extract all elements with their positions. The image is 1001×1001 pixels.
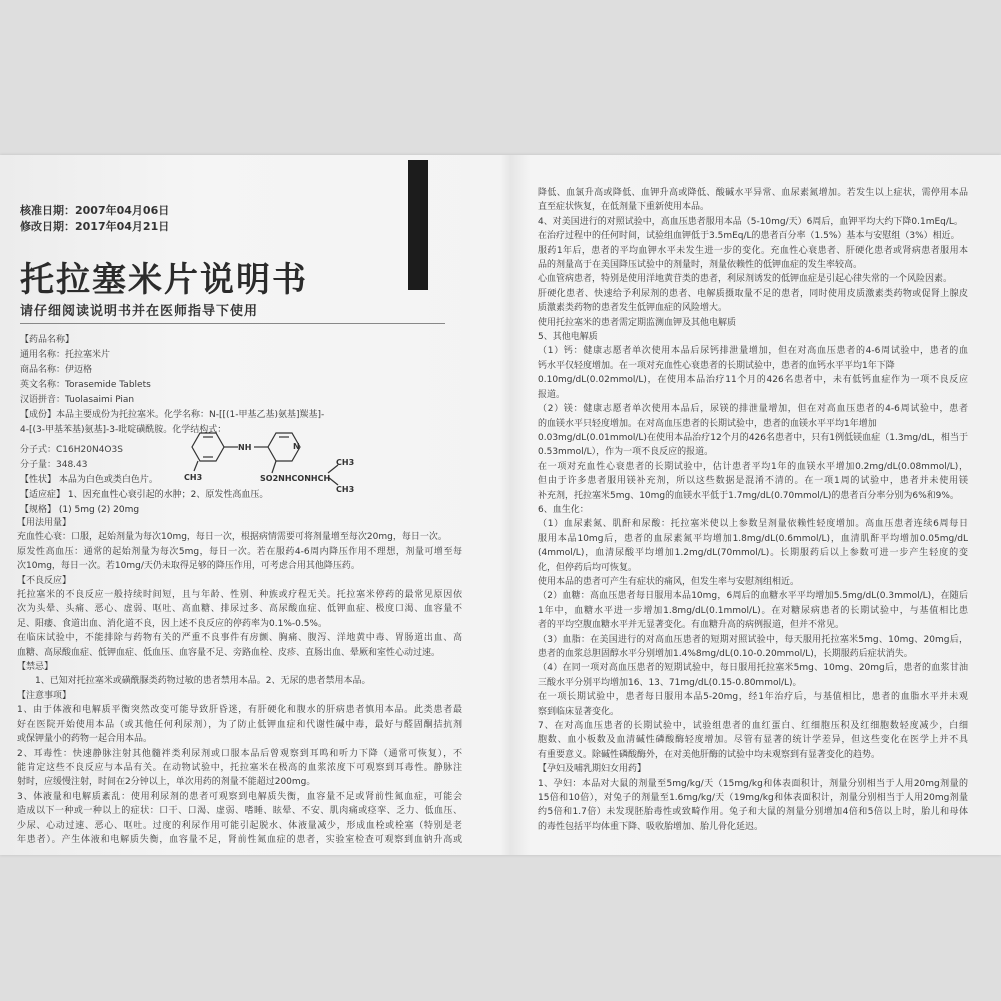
- text-line: 3、体液量和电解质紊乱：使用利尿剂的患者可观察到电解质失衡，血容量不足或肾前性氮血症，可能会: [17, 791, 462, 802]
- text-line: 使用托拉塞米的患者需定期监测血钾及其他电解质: [538, 317, 737, 328]
- text-line: 6、血生化：: [538, 504, 589, 515]
- text-line: 品的剂量高于在美国降压试验中的剂量时，剂量依赖性的低钾血症的发生率较高。: [538, 260, 863, 271]
- text-line: 使用本品的患者可产生有症状的痛风，但发生率与安慰剂组相近。: [538, 576, 800, 587]
- properties-section: [20, 473, 268, 518]
- text-line: 在一项对充血性心衰患者的长期试验中，估计患者平均1年的血镁水平增加0.2mg/dL(0.08mmol/L)，: [538, 461, 968, 472]
- text-line: 但由于许多患者服用镁补充剂，所以这些数据是混淆不清的。在一项1周的试验中，患者并未使用镁: [538, 476, 968, 487]
- document-title: 托拉塞米片说明书: [20, 260, 308, 300]
- info-line: 4-[(3-甲基苯基)氨基]-3-吡啶磺酰胺。化学结构式：: [20, 425, 227, 435]
- text-line: 7、在对高血压患者的长期试验中，试验组患者的血红蛋白、红细胞压积及红细胞数轻度减少，白细: [538, 721, 968, 732]
- info-line: 英文名称：Torasemide Tablets: [20, 380, 151, 390]
- text-line: 血糖、高尿酸血症、低钾血症、低血压、血容量不足、旁路血栓、皮疹、直肠出血、晕厥和室性心动过速。: [17, 647, 441, 658]
- text-line: 胞数、血小板数及血清碱性磷酸酶轻度增加。尽管有显著的统计学差异，但这些变化在医学上并不具: [538, 735, 968, 746]
- revision-date: 修改日期：2017年04月21日: [20, 220, 170, 233]
- ch3-label: CH3: [184, 473, 203, 482]
- text-line: 0.03mg/dL(0.01mmol/L)在使用本品治疗12个月的426名患者中，只有1例低镁血症（1.3mg/dL，相当于: [538, 432, 968, 443]
- section-heading: 【注意事项】: [17, 690, 72, 701]
- text-line: 钙水平仅轻度增加。在一项对充血性心衰患者的长期试验中，患者的血钙水平平均1年下降: [538, 360, 895, 371]
- section-heading: 【药品名称】: [20, 335, 75, 345]
- text-line: 在临床试验中，不能排除与药物有关的严重不良事件有房颤、胸痛、腹泻、洋地黄中毒、胃肠道出血、高: [17, 633, 462, 644]
- text-line: 患者的血浆总胆固醇水平分别增加1.4%8mg/dL(0.10-0.20mmol/L)，长期服药后症状消失。: [538, 649, 913, 659]
- dates-block: [20, 203, 169, 235]
- info-line: 通用名称：托拉塞米片: [20, 350, 111, 360]
- section-heading: 【用法用量】: [17, 518, 72, 528]
- text-line: 的血镁水平只轻度增加。在对高血压患者的长期试验中，患者的血镁水平平均1年增加: [538, 418, 877, 429]
- text-line: 有重要意义。除碱性磷酸酶外，在对美他肝酶的试验中均未观察到有显著变化的趋势。: [538, 749, 881, 760]
- drug-info-section: [20, 333, 440, 438]
- text-line: 报道。: [538, 389, 566, 400]
- left-column-text: [17, 516, 462, 847]
- approval-date: 核准日期：2007年04月06日: [20, 204, 170, 217]
- text-line: 在一项长期试验中，患者每日服用本品5-20mg，经1年治疗后，与基值相比，患者的血脂水平并未观: [538, 692, 968, 703]
- text-line: 充血性心衰：口服，起始剂量为每次10mg，每日一次，根据病情需要可将剂量增至每次20mg，每日一次。: [17, 532, 447, 543]
- section-heading: 【适应症】 1、因充血性心衰引起的水肿；2、原发性高血压。: [20, 490, 269, 500]
- text-line: 年患者）。产生体液和电解质失衡，血容量不足，肾前性氮血症的患者，实验室检查可观察到血钠升高或: [17, 834, 462, 845]
- section-heading: 【孕妇及哺乳期妇女用药】: [538, 764, 647, 775]
- text-line: 1年中，血糖水平进一步增加1.8mg/dL(0.1mmol/L)。在对糖尿病患者的长期试验中，与基值相比患: [538, 605, 968, 616]
- text-line: （2）镁：健康志愿者单次使用本品后，尿镁的排泄量增加，但在对高血压患者的4-6周试验中，患者: [538, 404, 968, 415]
- text-line: 的毒性包括平均体重下降、吸收胎增加、胎儿骨化延迟。: [538, 821, 764, 832]
- text-line: 直至症状恢复，在低剂量下重新使用本品。: [538, 202, 710, 213]
- text-line: 服用本品10mg后，患者的血尿素氮平均增加1.8mg/dL(0.6mmol/L)，血清肌酐平均增加0.05mg/dL: [538, 533, 968, 544]
- text-line: （2）血糖：高血压患者每日服用本品10mg，6周后的血糖水平平均增加5.5mg/dL(0.3mmol/L)，在随后: [538, 591, 968, 602]
- text-line: 1、已知对托拉塞米或磺酰脲类药物过敏的患者禁用本品。2、无尿的患者禁用本品。: [17, 676, 371, 687]
- right-column-text: [538, 186, 968, 834]
- text-line: 补充剂，托拉塞米5mg、10mg的血镁水平低于1.7mg/dL(0.70mmol/L)的患者百分率分别为6%和9%。: [538, 490, 959, 501]
- molecular-weight: 分子量：348.43: [20, 460, 88, 470]
- text-line: 心血管病患者，特别是使用洋地黄苷类的患者，利尿剂诱发的低钾血症是引起心律失常的一个风险因素。: [538, 274, 953, 285]
- text-line: 质激素类药物的患者发生低钾血症的风险增大。: [538, 303, 728, 314]
- text-line: 降低、血氯升高或降低、血钾升高或降低、酸碱水平异常、血尿素氮增加。若发生以上症状，需停用本品: [538, 188, 968, 198]
- text-line: 三酸水平分别平均增加16、13、71mg/dL(0.15-0.80mmol/L)。: [538, 677, 802, 688]
- text-line: 2、耳毒性：快速静脉注射其他髓袢类利尿剂或口服本品后曾观察到耳鸣和听力下降（通常可恢复），不: [17, 748, 462, 759]
- text-line: 次为头晕、头痛、恶心、虚弱、呕吐、高血糖、排尿过多、高尿酸血症、低钾血症、极度口渴、血容量不: [17, 604, 462, 615]
- ch3-label: CH3: [336, 485, 355, 494]
- text-line: 好在医院开始使用本品（或其他任何利尿剂），为了防止低钾血症和代谢性碱中毒，最好与醛固酮拮抗剂: [17, 719, 462, 730]
- text-line: 0.10mg/dL(0.02mmol/L)，在使用本品治疗11个月的426名患者中，未有低钙血症作为一项不良反应: [538, 375, 968, 386]
- text-line: 能肯定这些不良反应与本品有关。在动物试验中，托拉塞米在极高的血浆浓度下可观察到耳毒性。静脉注: [17, 762, 462, 773]
- text-line: 察到临床显著变化。: [538, 706, 620, 717]
- text-line: 或保钾量小的药物一起合用本品。: [17, 734, 153, 745]
- text-line: 托拉塞米的不良反应一般持续时间短，且与年龄、性别、种族或疗程无关。托拉塞米停药的最常见原因依: [17, 590, 462, 601]
- text-line: （1）钙：健康志愿者单次使用本品后尿钙排泄量增加，但在对高血压患者的4-6周试验中，患者的血: [538, 346, 968, 357]
- text-line: (4mmol/L)，血清尿酸平均增加1.2mg/dL(70mmol/L)。长期服药后以上参数可进一步产生轻度的变: [538, 548, 968, 559]
- text-line: 肝硬化患者、快速给予利尿剂的患者、电解质摄取量不足的患者，同时使用皮质激素类药物或促肾上腺皮: [538, 288, 968, 299]
- section-heading: 【性状】 本品为白色或类白色片。: [20, 475, 158, 485]
- text-line: 约5倍和1.7倍）未发现胚胎毒性或致畸作用。兔子和大鼠的剂量分别增加4倍和5倍以上时，胎儿和母体: [538, 807, 968, 818]
- text-line: 1、孕妇：本品对大鼠的剂量至5mg/kg/天（15mg/kg和体表面积计，剂量分别相当于人用20mg剂量的: [538, 778, 968, 789]
- section-heading: 【不良反应】: [17, 575, 72, 586]
- text-line: 原发性高血压：通常的起始剂量为每次5mg，每日一次。若在服药4-6周内降压作用不理想，剂量可增至每: [17, 546, 462, 557]
- text-line: 5、其他电解质: [538, 332, 598, 343]
- black-marker-bar: [408, 160, 428, 290]
- n-label: N: [293, 442, 300, 451]
- text-line: 15倍和10倍），对兔子的剂量至1.6mg/kg/天（19mg/kg和体表面积计，剂量分别相当于人用20mg剂量: [538, 793, 968, 804]
- text-line: 在治疗过程中的任何时间，试验组血钾低于3.5mEq/L的患者百分率（1.5%）基本与安慰组（3%）相近。: [538, 231, 960, 242]
- text-line: 造成以下一种或一种以上的症状：口干、口渴、虚弱、嗜睡、眩晕、不安、肌肉痛或痉挛、乏力、低血压、: [17, 806, 462, 817]
- side-chain-label: SO2NHCONHCH: [260, 474, 331, 483]
- text-line: 0.53mmol/L），作为一项不良反应的报道。: [538, 447, 714, 458]
- text-line: 服药1年后，患者的平均血钾水平未发生进一步的变化。充血性心衰患者、肝硬化患者或肾病患者服用本: [538, 245, 968, 256]
- ch3-label: CH3: [336, 458, 355, 467]
- molecular-formula: 分子式：C16H20N4O3S: [20, 445, 123, 455]
- text-line: （4）在同一项对高血压患者的短期试验中，每日服用托拉塞米5mg、10mg、20mg后，患者的血浆甘油: [538, 663, 968, 674]
- divider: [20, 323, 445, 324]
- section-heading: 【禁忌】: [17, 662, 54, 673]
- text-line: 者的平均空腹血糖水平并无显著变化。有血糖升高的病例报道，但并不常见。: [538, 620, 845, 631]
- info-line: 商品名称：伊迈格: [20, 365, 93, 375]
- text-line: 4、对美国进行的对照试验中，高血压患者服用本品（5-10mg/天）6周后，血钾平均大约下降0.1mEq/L。: [538, 216, 963, 227]
- info-line: 汉语拼音：Tuolasaimi Pian: [20, 395, 135, 405]
- text-line: 次10mg，每日一次。若10mg/天仍未取得足够的降压作用，可考虑合用其他降压药。: [17, 561, 360, 572]
- text-line: 足、阳痿、食道出血、消化道不良，因上述不良反应的停药率为0.1%-0.5%。: [17, 618, 327, 629]
- text-line: 射时，应缓慢注射，时间在2分钟以上，单次用药的剂量不能超过200mg。: [17, 777, 316, 788]
- text-line: （3）血脂：在美国进行的对高血压患者的短期对照试验中，每天服用托拉塞米5mg、10mg、20mg后，: [538, 634, 968, 645]
- text-line: 1、由于体液和电解质平衡突然改变可能导致肝昏迷，有肝硬化和腹水的肝病患者慎用本品。此类患者最: [17, 705, 462, 716]
- formula-block: [20, 443, 123, 473]
- document-subtitle: 请仔细阅读说明书并在医师指导下使用: [20, 304, 259, 319]
- section-heading: 【规格】 (1) 5mg (2) 20mg: [20, 505, 140, 515]
- section-heading: 【成份】本品主要成份为托拉塞米。化学名称：N-[[(1-甲基乙基)氨基]羰基]-: [20, 410, 325, 420]
- text-line: 化，但停药后均可恢复。: [538, 562, 638, 573]
- nh-label: NH: [238, 443, 252, 452]
- text-line: 少尿、心动过速、恶心、呕吐。过度的利尿作用可能引起脱水、体液量减少，形成血栓或栓塞（特别是老: [17, 820, 462, 831]
- text-line: （1）血尿素氮、肌酐和尿酸：托拉塞米使以上参数呈剂量依赖性轻度增加。高血压患者连续6周每日: [538, 519, 968, 530]
